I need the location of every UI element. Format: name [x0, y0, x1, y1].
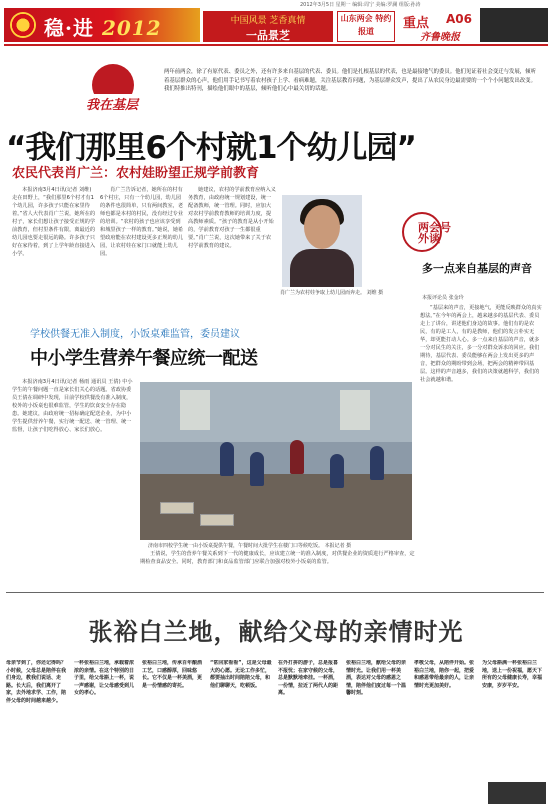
delegate-photo [282, 195, 362, 287]
sidebar-logo [400, 208, 460, 258]
ad-top-text: 中国风景 芝香真情 [230, 16, 306, 26]
photo-panel [340, 390, 370, 430]
photo-figure-body [290, 249, 354, 287]
story2-body-text: 本报济南3月4日讯(记者 杨雨 通讯员 王倩) 中小学生的午餐问题一直是家长们关心的话题。省政协委员王倩在调研中发现，目前学校供餐没有准入制度，校外的小饭桌也很难监管，学生的饮食安全存在隐患。她建议，由政府统一招标确定配送企业，为中小学生提供营养午餐，实行统一配送、统一管理、统一监督，让孩子们吃得放心、家长们放心。 [12, 379, 133, 433]
masthead-side-box [480, 8, 548, 42]
story2-body [12, 378, 136, 578]
story3-col: 张裕白兰地，献给父母的亲情时光。让我们用一杯美酒，表达对父母的感恩之情，陪伴他们度过每一个温馨时刻。 [346, 660, 407, 697]
masthead-rule [4, 44, 548, 46]
story3-col: 一杯张裕白兰地，承载着浓浓的亲情。在这个特别的日子里，给父母斟上一杯，说一声感谢，让父母感受到儿女的孝心。 [74, 660, 135, 697]
paper-name: 齐鲁晚报 [420, 32, 460, 43]
story2-headline: 中小学生营养午餐应统一配送 [30, 348, 258, 369]
photo-tray [160, 502, 194, 514]
story1-col1-text: 本报济南3月4日讯(记者 刘维) 走在田野上，“我们那里6个村才有1个幼儿园，许多孩子只能在家里待着。”省人大代表肖广兰说，她所在的村子，家长们想让孩子接受正规的学前教育，但村里条件有限，离最近的幼儿园也要走很远的路。许多孩子只好在家待着，到了上学年龄直接进入小学。 [12, 187, 96, 257]
masthead-ad [203, 11, 333, 42]
story3-col: 在外打拼的游子，总是报喜不报忧；在家守候的父母，总是默默地牵挂。一杯酒，一份情，拉近了两代人的距离。 [278, 660, 339, 697]
photo-panel [180, 390, 210, 430]
sidebar-body [420, 304, 542, 584]
ad-bottom-text: 一品景芝 [246, 29, 290, 42]
story1-col2-text: 肖广兰告诉记者，她所在的村有6个村庄，只有一个幼儿园，幼儿园的条件也很简单，只有两间教室，老师也都是本村的村民，没有经过专业的培训。“农村的孩子也应该享受到和城里孩子一样的教育。”她说，她希望政府能在农村建设更多正规的幼儿园，让农村娃在家门口就能上幼儿园。 [100, 187, 184, 257]
intro-badge-label: 我在基层 [84, 94, 140, 113]
sidebar-logo-text: 两会号外谈 [418, 221, 451, 245]
canteen-photo-caption: 济南市四校学生统一由小饭桌提供午餐，午餐时间大批学生在楼门口等候吃饭。 本报记者 摄 [148, 543, 352, 549]
banner-year: 2012 [101, 16, 162, 40]
main-subhead: 农民代表肖广兰：农村娃盼望正规学前教育 [12, 166, 260, 181]
story1-col2 [100, 186, 184, 318]
photo-student [290, 440, 304, 474]
section-divider [6, 592, 544, 593]
sidebar-author: 本报评论员 张金玲 [422, 295, 464, 301]
story2-kicker: 学校供餐无准入制度，小饭桌难监管，委员建议 [30, 329, 240, 340]
masthead-sub: 山东两会 特约报道 [337, 11, 395, 42]
photo-student [220, 442, 234, 476]
masthead-banner [4, 8, 200, 42]
photo-student [250, 452, 264, 486]
page-number: A06 [446, 12, 472, 26]
story1-col1 [12, 186, 96, 318]
photo-student [370, 446, 384, 480]
sidebar-title: 多一点来自基层的声音 [422, 262, 532, 275]
canteen-photo [140, 382, 412, 540]
story1-col3-text: 她建议，农村的学前教育应纳入义务教育，由政府统一规划建设，统一配备教师，统一管理。同时，应加大对农村学前教育教师的培训力度，提高教师素质。“孩子的教育是从小开始的，学前教育对孩子一生都很重要。”肖广兰说，这次她带来了关于农村学前教育的建议。 [188, 187, 276, 249]
story3-col: 母亲节到了，你还记得吗？小时候，父母总是陪伴在我们身边，教我们说话、走路。长大后，我们离开了家，去外地求学、工作，陪伴父母的时间越来越少。 [6, 660, 67, 704]
photo-student [330, 454, 344, 488]
sidebar-body-text: “基层来的声音，更接地气，更能反映群众的真实想法。”在今年的两会上，越来越多的基层代表、委员走上了讲台，讲述他们身边的故事。他们有的是农民，有的是工人，有的是教师，他们的发言朴实无华，却更能打动人心。多一点来自基层的声音，就多一分对民生的关注，多一分对群众诉求的回应。我们期待，基层代表、委员能够在两会上发出更多的声音，把群众的期盼带到会场，把两会的精神带回基层。这样的声音越多，我们的决策就越科学，我们的社会就越和谐。 [420, 305, 542, 383]
photo-tray [200, 514, 234, 526]
dateline: 2012年3月5日 星期一 编辑:周宁 美编:罗澜 组版:孙涛 [300, 2, 421, 8]
corner-logo [488, 782, 546, 804]
banner-title [44, 12, 162, 41]
intro-badge [84, 64, 150, 114]
story3-columns [6, 660, 544, 804]
story3-col: 为父母斟满一杯张裕白兰地，送上一份祝福，愿天下所有的父母健康长寿，幸福安康，岁岁平安。 [482, 660, 543, 689]
emblem-icon [10, 12, 36, 38]
intro-text: 两年前两会，徐了有原代表、委员之外，还有许多来自基层的代表、委员。他们是扎根基层的代表，也是最接地气的委员。他们见证着社会变迁与发展，倾听着基层群众的心声，他们用手记书写着农村孩子上学、看病难题，关注基层教育问题，为基层群众发声，提出了从农民身边最需要的一个个小问题发出改变。我们特推出特刊，描绘他们眼中的基层，倾听他们心中最关切的话题。 [164, 69, 536, 93]
story2-body-b [140, 550, 418, 586]
story2-body-b-text: 王倩说，学生的营养午餐关系到下一代的健康成长，应该建立统一的准入制度，对供餐企业的资质进行严格审查，定期检查食品安全。同时，教育部门和食品监管部门应联合加强对校外小饭桌的监管。 [140, 551, 415, 565]
photo-figure-head [304, 205, 340, 249]
story3-col: 张裕白兰地，传承百年酿酒工艺，口感醇厚，回味悠长。它不仅是一杯美酒，更是一份情感的寄托。 [142, 660, 203, 689]
section-name: 重点 [403, 16, 430, 31]
story1-col3 [188, 186, 276, 318]
main-headline: “我们那里6个村就1个幼儿园” [6, 130, 416, 166]
masthead [0, 8, 550, 46]
story3-col: 孝敬父母，从陪伴开始。张裕白兰地，陪你一起，把爱和感恩带给最亲的人，让亲情时光更加美好。 [414, 660, 475, 689]
story3-headline: 张裕白兰地，献给父母的亲情时光 [88, 617, 464, 646]
delegate-photo-caption: 肖广兰为农村娃争取上幼儿园而奔走。 刘维 摄 [280, 290, 384, 296]
banner-title-text: 稳·进 [44, 16, 94, 40]
story3-col: “常回家看看”，这是父母最大的心愿。无论工作多忙，都要抽出时间陪陪父母，和他们聊聊天，吃顿饭。 [210, 660, 272, 689]
